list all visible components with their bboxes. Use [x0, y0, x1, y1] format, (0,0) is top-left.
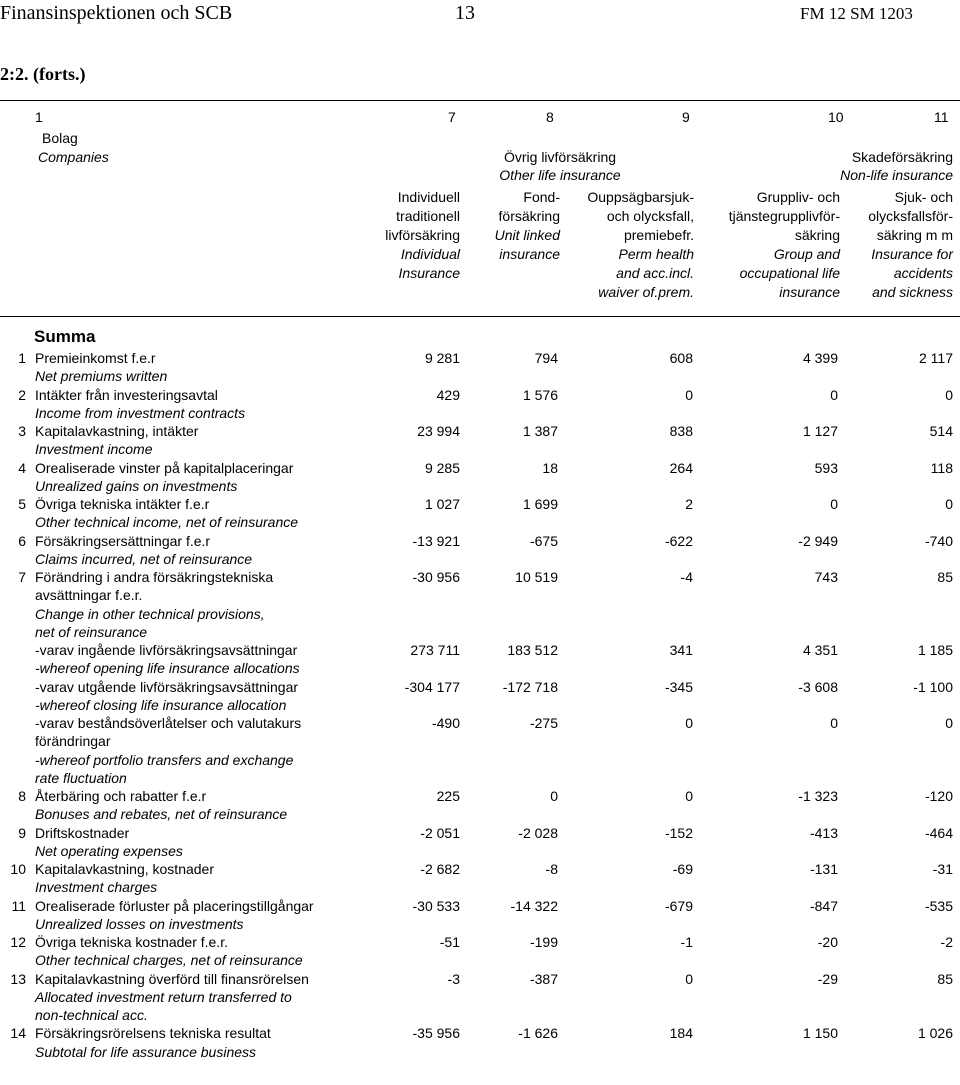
- row-value-col-2: -2 028: [518, 824, 558, 841]
- colnum-11: 11: [934, 109, 949, 125]
- row-value-col-5: 118: [930, 459, 953, 476]
- row-label-en: Bonuses and rebates, net of reinsurance: [35, 806, 288, 823]
- row-value-col-4: -413: [809, 824, 838, 841]
- row-label-en: rate fluctuation: [35, 769, 127, 786]
- col-head-unit-linked: Fond- försäkring Unit linked insurance: [494, 189, 560, 262]
- row-value-col-5: 0: [945, 496, 953, 512]
- group-other-life-en: Other life insurance: [499, 167, 621, 183]
- row-value-col-1: 1 027: [424, 496, 460, 512]
- colnum-1: 1: [35, 109, 43, 125]
- row-value-col-4: -2 949: [798, 532, 838, 549]
- row-value-col-2: -275: [529, 715, 558, 731]
- row-label-sv: -varav utgående livförsäkringsavsättningar: [35, 678, 299, 695]
- row-value-col-4: 0: [830, 496, 838, 512]
- row-label-en: Investment charges: [35, 879, 158, 896]
- top-rule: [0, 100, 960, 101]
- row-value-col-5: 1 185: [917, 642, 953, 658]
- row-value-col-3: 2: [685, 496, 693, 512]
- row-value-col-3: -152: [664, 824, 693, 841]
- row-label-sv: -varav ingående livförsäkringsavsättningar: [35, 642, 298, 658]
- col-head-accident-sickness: Sjuk- och olycksfallsför- säkring m m Insurance for accidents and sickness: [868, 189, 953, 300]
- report-code: FM 12 SM 1203: [800, 4, 913, 23]
- row-value-col-5: -535: [924, 897, 953, 914]
- row-value-col-2: 1 699: [522, 496, 558, 512]
- row-value-col-3: 341: [669, 642, 693, 658]
- row-value-col-3: 0: [685, 386, 693, 403]
- row-label-en: -whereof portfolio transfers and exchange: [35, 751, 294, 768]
- row-number: 7: [18, 569, 26, 585]
- row-value-col-2: 794: [534, 350, 558, 366]
- row-value-col-4: -3 608: [798, 678, 838, 695]
- row-value-col-5: -2: [940, 934, 953, 950]
- row-value-col-2: 18: [542, 459, 558, 476]
- row-value-col-4: -29: [817, 970, 838, 987]
- row-label-sv: Orealiserade vinster på kapitalplaceringar: [35, 459, 294, 476]
- row-value-col-5: 85: [937, 970, 953, 987]
- row-value-col-3: 184: [669, 1025, 693, 1042]
- row-label-en: Unrealized losses on investments: [35, 915, 244, 932]
- row-label-sv: förändringar: [35, 733, 111, 750]
- row-label-sv: Försäkringsersättningar f.e.r: [35, 532, 211, 549]
- row-value-col-3: -345: [664, 678, 693, 695]
- row-value-col-2: -387: [529, 970, 558, 987]
- row-value-col-1: -35 956: [412, 1025, 460, 1042]
- row-value-col-2: 0: [550, 788, 558, 804]
- row-label-en: net of reinsurance: [35, 623, 148, 640]
- row-value-col-2: -14 322: [510, 897, 558, 914]
- row-label-en: Income from investment contracts: [35, 404, 246, 421]
- row-number: 10: [10, 861, 26, 877]
- row-value-col-4: 0: [830, 715, 838, 731]
- row-label-sv: Intäkter från investeringsavtal: [35, 386, 218, 403]
- row-value-col-2: 1 387: [522, 423, 558, 439]
- row-number: 13: [10, 970, 26, 987]
- row-label-sv: Övriga tekniska intäkter f.e.r: [35, 496, 210, 512]
- row-value-col-1: -2 051: [420, 824, 460, 841]
- row-value-col-3: -4: [680, 569, 693, 585]
- row-number: 8: [18, 788, 26, 804]
- row-label-sv: Kapitalavkastning överförd till finansrörelsen: [35, 970, 309, 987]
- row-label-en: -whereof opening life insurance allocations: [35, 660, 300, 677]
- row-value-col-4: 593: [814, 459, 838, 476]
- report-title: Finansinspektionen och SCB: [0, 2, 233, 24]
- row-label-sv: -varav beståndsöverlåtelser och valutakurs: [35, 715, 302, 731]
- row-value-col-1: 225: [436, 788, 460, 804]
- row-number: 2: [18, 386, 26, 403]
- row-number: 4: [18, 459, 26, 476]
- row-label-sv: Förändring i andra försäkringstekniska: [35, 569, 274, 585]
- row-label-en: Claims incurred, net of reinsurance: [35, 550, 253, 567]
- group-nonlife-sv: Skadeförsäkring: [851, 149, 953, 165]
- row-value-col-1: 23 994: [417, 423, 460, 439]
- row-value-col-2: 10 519: [515, 569, 558, 585]
- row-value-col-3: -69: [672, 861, 693, 877]
- row-number: 11: [11, 897, 26, 914]
- row-value-col-5: -1 100: [913, 678, 953, 695]
- row-value-col-5: 2 117: [919, 350, 953, 366]
- colnum-8: 8: [546, 109, 554, 125]
- row-value-col-4: -1 323: [798, 788, 838, 804]
- section-heading: 2:2. (forts.): [0, 64, 86, 84]
- row-value-col-1: 9 285: [424, 459, 460, 476]
- row-value-col-1: -490: [431, 715, 460, 731]
- row-value-col-3: 264: [669, 459, 693, 476]
- row-value-col-1: -3: [447, 970, 460, 987]
- row-value-col-4: 743: [814, 569, 838, 585]
- row-value-col-4: 0: [830, 386, 838, 403]
- row-label-en: Other technical income, net of reinsurance: [35, 514, 299, 531]
- row-label-en: Allocated investment return transferred to: [35, 988, 292, 1005]
- col-head-group-life: Gruppliv- och tjänstegrupplivför- säkring Group and occupational life insurance: [728, 189, 840, 300]
- row-label-sv: Premieinkomst f.e.r: [35, 350, 156, 366]
- row-label-en: Net operating expenses: [35, 842, 183, 859]
- summa-heading: Summa: [34, 327, 96, 346]
- bolag-label: Bolag: [42, 130, 78, 146]
- row-value-col-1: -304 177: [404, 678, 460, 695]
- row-label-sv: Återbäring och rabatter f.e.r: [35, 788, 207, 804]
- row-value-col-1: -30 533: [412, 897, 460, 914]
- row-value-col-3: 0: [685, 715, 693, 731]
- row-value-col-5: 514: [929, 423, 953, 439]
- row-label-sv: Driftskostnader: [35, 824, 130, 841]
- row-number: 1: [18, 350, 26, 366]
- row-number: 9: [18, 824, 26, 841]
- row-value-col-3: 0: [685, 970, 693, 987]
- row-label-sv: avsättningar f.e.r.: [35, 587, 143, 604]
- row-value-col-4: 4 351: [802, 642, 838, 658]
- row-value-col-5: 85: [937, 569, 953, 585]
- row-value-col-1: 273 711: [410, 642, 460, 658]
- row-label-sv: Övriga tekniska kostnader f.e.r.: [35, 934, 228, 950]
- row-number: 3: [18, 423, 26, 439]
- row-value-col-1: 9 281: [424, 350, 460, 366]
- row-value-col-5: -120: [924, 788, 953, 804]
- row-value-col-5: -31: [932, 861, 953, 877]
- row-value-col-2: 183 512: [507, 642, 558, 658]
- row-value-col-2: -199: [529, 934, 558, 950]
- row-value-col-4: 1 127: [802, 423, 838, 439]
- row-value-col-1: 429: [436, 386, 460, 403]
- row-value-col-5: 0: [945, 386, 953, 403]
- row-label-en: -whereof closing life insurance allocation: [35, 696, 287, 713]
- row-label-sv: Kapitalavkastning, intäkter: [35, 423, 199, 439]
- row-label-en: Investment income: [35, 441, 153, 458]
- companies-label: Companies: [38, 149, 109, 165]
- row-value-col-5: -740: [924, 532, 953, 549]
- row-label-en: Unrealized gains on investments: [35, 477, 238, 494]
- row-value-col-3: -1: [680, 934, 693, 950]
- row-number: 14: [10, 1025, 26, 1042]
- row-value-col-4: -847: [809, 897, 838, 914]
- row-value-col-5: 0: [945, 715, 953, 731]
- row-value-col-1: -13 921: [412, 532, 460, 549]
- colnum-10: 10: [828, 109, 844, 125]
- row-number: 12: [10, 934, 26, 950]
- group-other-life-sv: Övrig livförsäkring: [503, 149, 617, 165]
- page-number: 13: [455, 2, 475, 24]
- row-label-sv: Kapitalavkastning, kostnader: [35, 861, 214, 877]
- row-value-col-3: -622: [664, 532, 693, 549]
- row-label-en: Subtotal for life assurance business: [35, 1043, 257, 1060]
- row-value-col-2: -1 626: [518, 1025, 558, 1042]
- row-value-col-2: 1 576: [522, 386, 558, 403]
- row-label-sv: Försäkringsrörelsens tekniska resultat: [35, 1025, 271, 1042]
- row-number: 5: [18, 496, 26, 512]
- row-label-en: Change in other technical provisions,: [35, 605, 265, 622]
- row-value-col-4: 1 150: [802, 1025, 838, 1042]
- colnum-7: 7: [448, 109, 456, 125]
- row-value-col-3: 608: [669, 350, 693, 366]
- group-nonlife-en: Non-life insurance: [840, 167, 953, 183]
- row-value-col-3: 0: [685, 788, 693, 804]
- col-head-individual: Individuell traditionell livförsäkring Individual Insurance: [385, 189, 460, 281]
- row-value-col-2: -675: [529, 532, 558, 549]
- row-number: 6: [18, 532, 26, 549]
- col-head-perm-health: Ouppsägbarsjuk- och olycksfall, premiebefr. Perm health and acc.incl. waiver of.prem.: [587, 189, 694, 300]
- row-value-col-1: -30 956: [412, 569, 460, 585]
- row-value-col-2: -172 718: [502, 678, 558, 695]
- row-value-col-3: -679: [664, 897, 693, 914]
- row-value-col-3: 838: [669, 423, 693, 439]
- row-value-col-4: 4 399: [802, 350, 838, 366]
- row-value-col-5: 1 026: [917, 1025, 953, 1042]
- row-value-col-1: -2 682: [420, 861, 460, 877]
- header-bottom-rule: [0, 316, 960, 317]
- row-label-en: Other technical charges, net of reinsurance: [35, 952, 303, 969]
- colnum-9: 9: [682, 109, 690, 125]
- row-value-col-5: -464: [924, 824, 953, 841]
- row-value-col-4: -131: [809, 861, 838, 877]
- row-label-sv: Orealiserade förluster på placeringstillgångar: [35, 897, 314, 914]
- row-value-col-4: -20: [817, 934, 838, 950]
- row-label-en: Net premiums written: [35, 368, 168, 385]
- row-label-en: non-technical acc.: [35, 1007, 148, 1023]
- row-value-col-1: -51: [439, 934, 460, 950]
- row-value-col-2: -8: [545, 861, 558, 877]
